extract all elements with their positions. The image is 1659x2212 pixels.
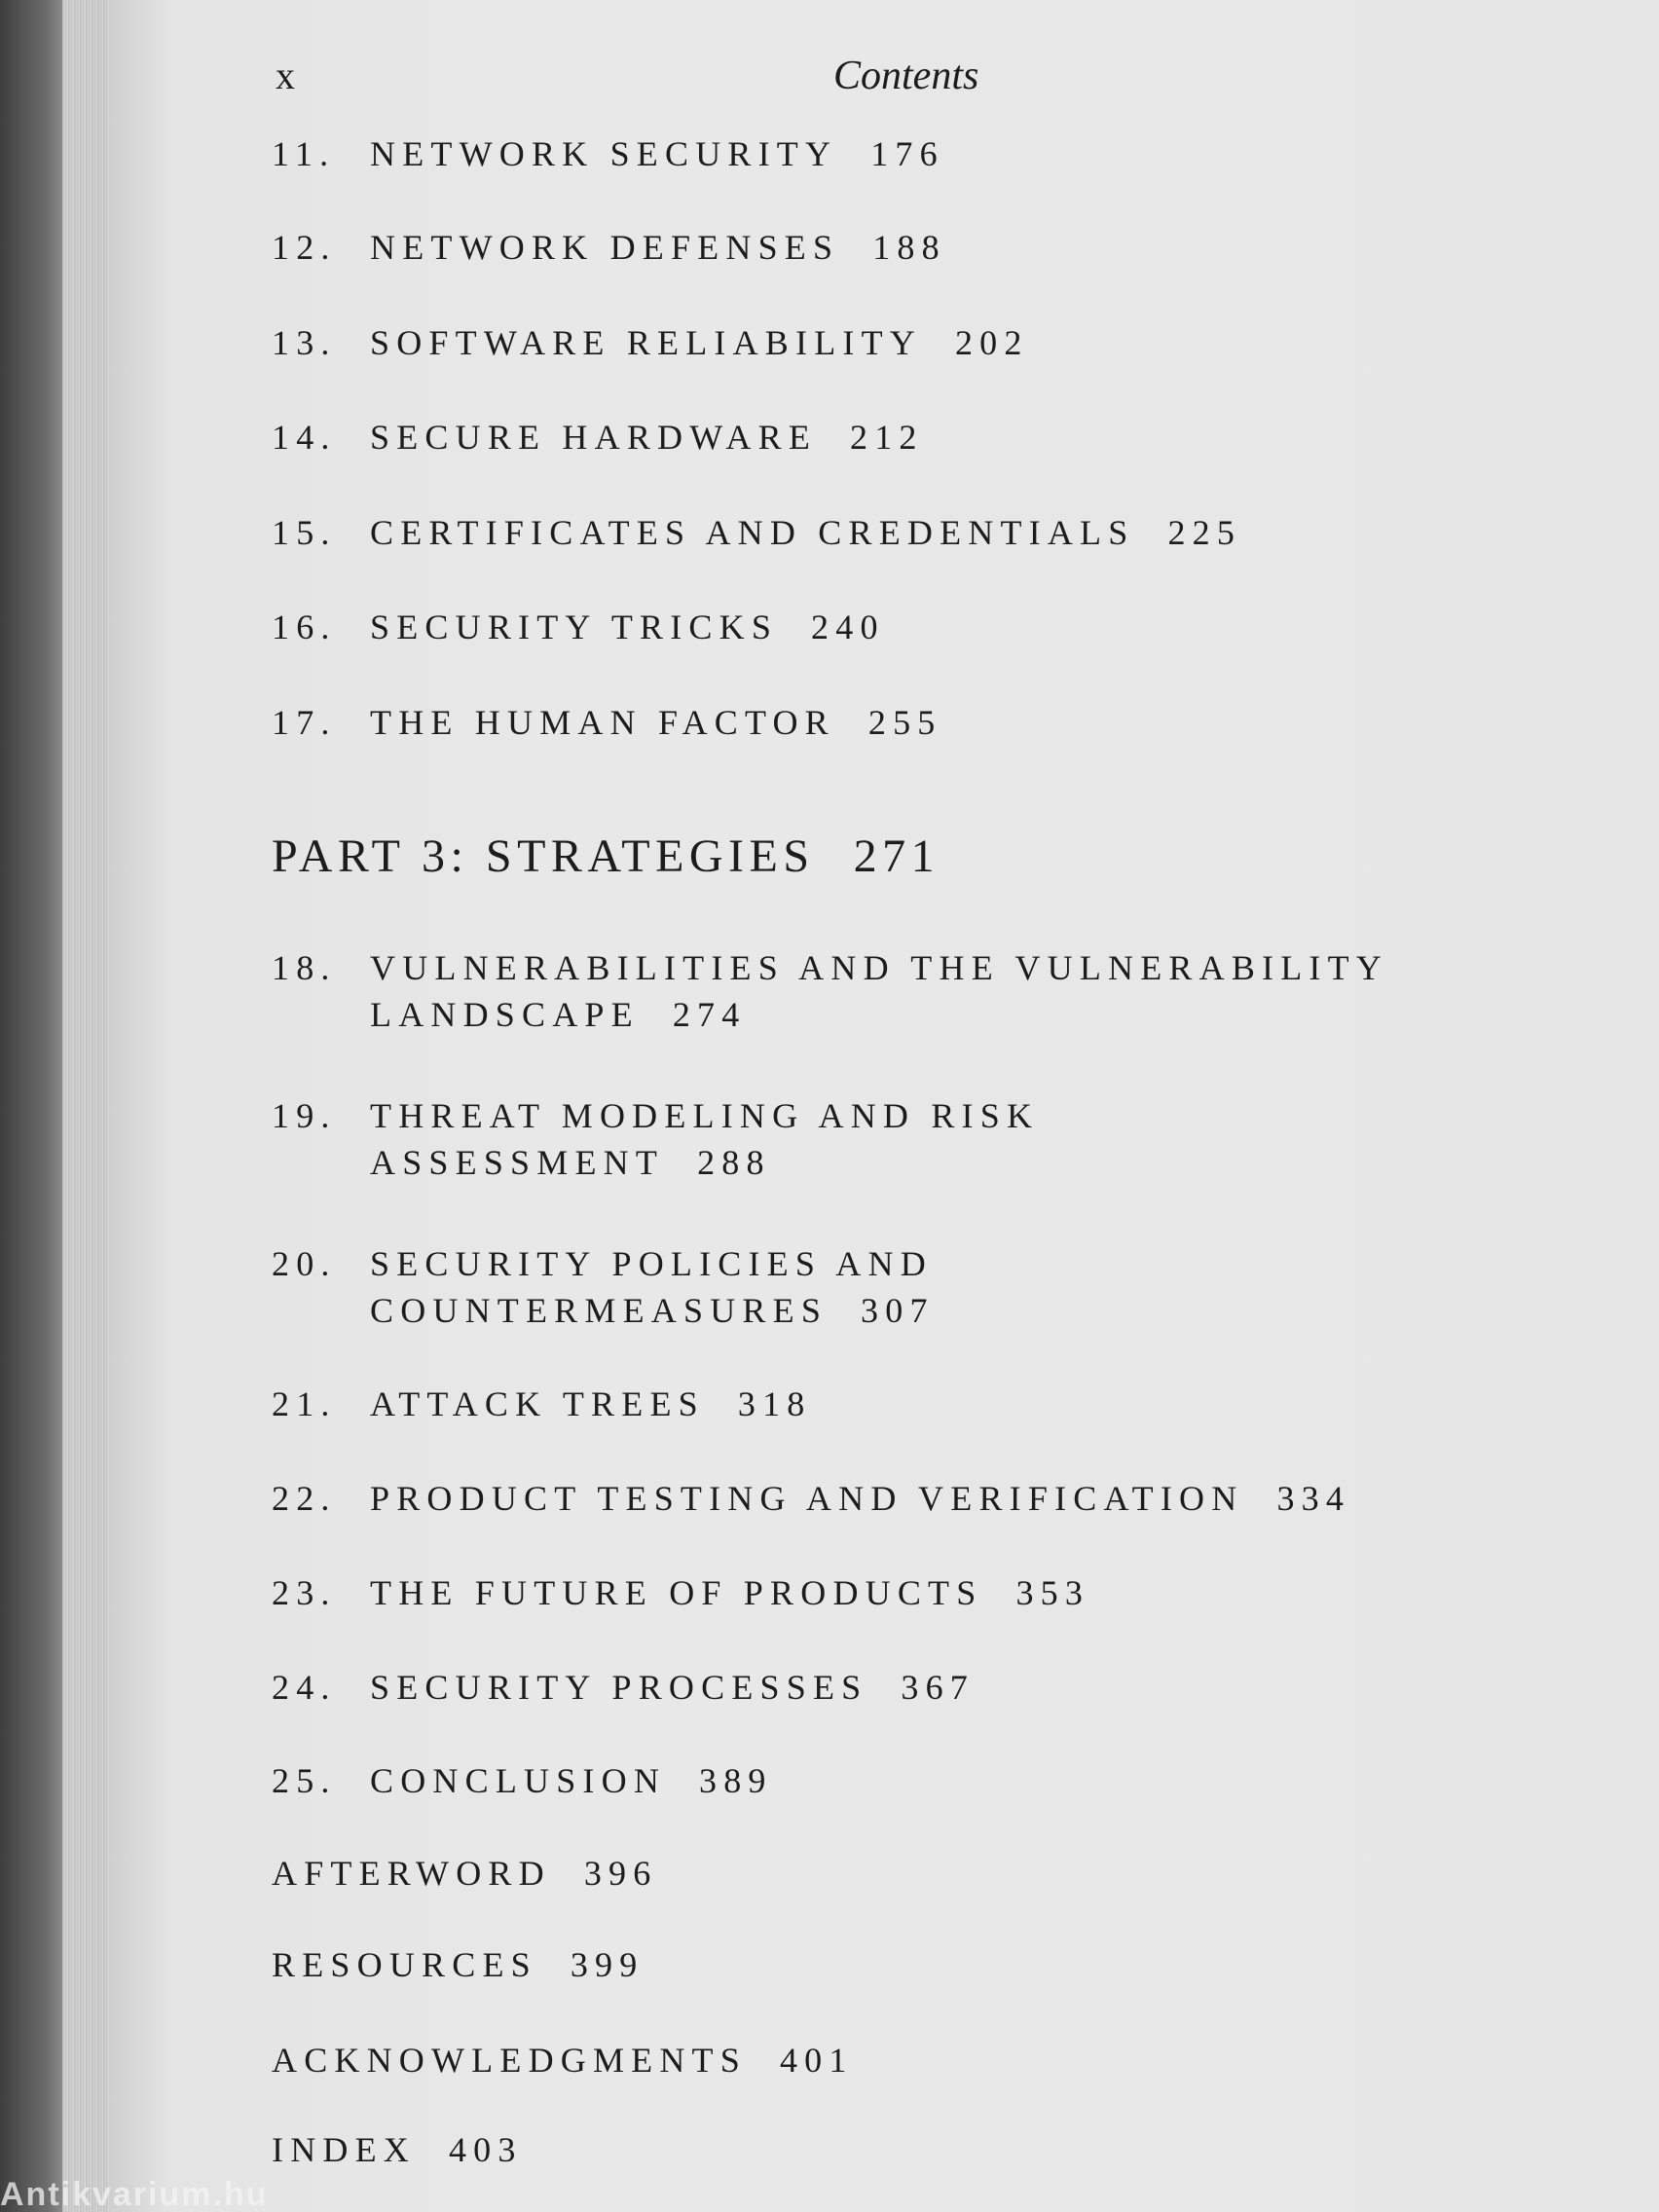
running-title: Contents [833, 54, 979, 98]
watermark: Antikvarium.hu [0, 2177, 269, 2212]
toc-entry [272, 2037, 1537, 2083]
page-reference: 389 [699, 1761, 773, 1800]
back-matter-title: ACKNOWLEDGMENTS [272, 2041, 747, 2080]
toc-entry [272, 509, 1537, 556]
chapter-number: 17. [272, 703, 337, 742]
toc-entry [272, 1664, 1537, 1711]
chapter-title: CONCLUSION [370, 1761, 667, 1800]
page-number: x [276, 54, 297, 97]
chapter-number: 25. [272, 1761, 337, 1800]
toc-entry [272, 1092, 1537, 1186]
toc-entry [272, 414, 1537, 461]
chapter-number: 15. [272, 513, 337, 552]
chapter-number: 14. [272, 418, 337, 457]
chapter-title: SECURITY TRICKS [370, 608, 779, 646]
chapter-title: ATTACK TREES [370, 1384, 705, 1423]
page-reference: 271 [853, 830, 940, 882]
toc-entry [272, 1757, 1537, 1804]
page-reference: 202 [954, 323, 1029, 362]
chapter-number: 24. [272, 1668, 337, 1707]
toc-entry [272, 319, 1537, 366]
chapter-title: THE HUMAN FACTOR [370, 703, 835, 742]
toc-entry [272, 1381, 1537, 1427]
toc-entry [272, 224, 1537, 271]
page-reference: 353 [1015, 1573, 1090, 1612]
chapter-title: NETWORK SECURITY [370, 134, 838, 173]
chapter-title: SOFTWARE RELIABILITY [370, 323, 922, 362]
chapter-number: 23. [272, 1573, 337, 1612]
chapter-title-continued: COUNTERMEASURES [370, 1291, 829, 1330]
page-reference: 212 [850, 418, 924, 457]
chapter-number: 19. [272, 1096, 337, 1135]
toc-entry [272, 699, 1537, 746]
chapter-title: NETWORK DEFENSES [370, 228, 840, 267]
toc-entry [272, 1850, 1537, 1897]
page-reference: 403 [448, 2130, 523, 2169]
back-matter-title: INDEX [272, 2130, 416, 2169]
chapter-title: CERTIFICATES AND CREDENTIALS [370, 513, 1135, 552]
chapter-number: 21. [272, 1384, 337, 1423]
page-edges [62, 0, 109, 2212]
toc-entry [272, 1941, 1537, 1988]
chapter-title: PRODUCT TESTING AND VERIFICATION [370, 1479, 1244, 1518]
chapter-title: SECURITY POLICIES AND [370, 1244, 933, 1283]
page-reference: 401 [779, 2041, 854, 2080]
page-reference: 274 [672, 995, 747, 1034]
page-reference: 176 [870, 134, 944, 173]
page-reference: 334 [1276, 1479, 1351, 1518]
toc-entry [272, 1569, 1537, 1616]
page-reference: 399 [570, 1945, 645, 1984]
part-heading [272, 828, 1440, 886]
chapter-title: THE FUTURE OF PRODUCTS [370, 1573, 983, 1612]
chapter-number: 18. [272, 948, 337, 987]
chapter-number: 16. [272, 608, 337, 646]
page-reference: 255 [867, 703, 942, 742]
toc-entry [272, 1240, 1537, 1334]
back-matter-title: AFTERWORD [272, 1854, 551, 1893]
chapter-number: 11. [272, 134, 336, 173]
chapter-number: 20. [272, 1244, 337, 1283]
chapter-title: VULNERABILITIES AND THE VULNERABILITY [370, 948, 1388, 987]
chapter-title-continued: LANDSCAPE [370, 995, 640, 1034]
page-reference: 307 [861, 1291, 935, 1330]
chapter-number: 12. [272, 228, 337, 267]
toc-entry [272, 604, 1537, 650]
book-spine [0, 0, 62, 2212]
page-reference: 240 [811, 608, 885, 646]
back-matter-title: RESOURCES [272, 1945, 537, 1984]
chapter-number: 13. [272, 323, 337, 362]
part-title: PART 3: STRATEGIES [272, 830, 815, 882]
page-reference: 188 [872, 228, 946, 267]
toc-entry [272, 1475, 1537, 1522]
chapter-number: 22. [272, 1479, 337, 1518]
page-reference: 225 [1167, 513, 1242, 552]
page-reference: 396 [583, 1854, 658, 1893]
chapter-title: THREAT MODELING AND RISK [370, 1096, 1040, 1135]
page-reference: 318 [737, 1384, 812, 1423]
toc-entry [272, 2126, 1537, 2173]
chapter-title: SECURE HARDWARE [370, 418, 818, 457]
chapter-title: SECURITY PROCESSES [370, 1668, 868, 1707]
toc-entry [272, 130, 1537, 177]
toc-entry [272, 944, 1537, 1038]
page-reference: 288 [697, 1143, 771, 1182]
page-reference: 367 [901, 1668, 975, 1707]
chapter-title-continued: ASSESSMENT [370, 1143, 665, 1182]
